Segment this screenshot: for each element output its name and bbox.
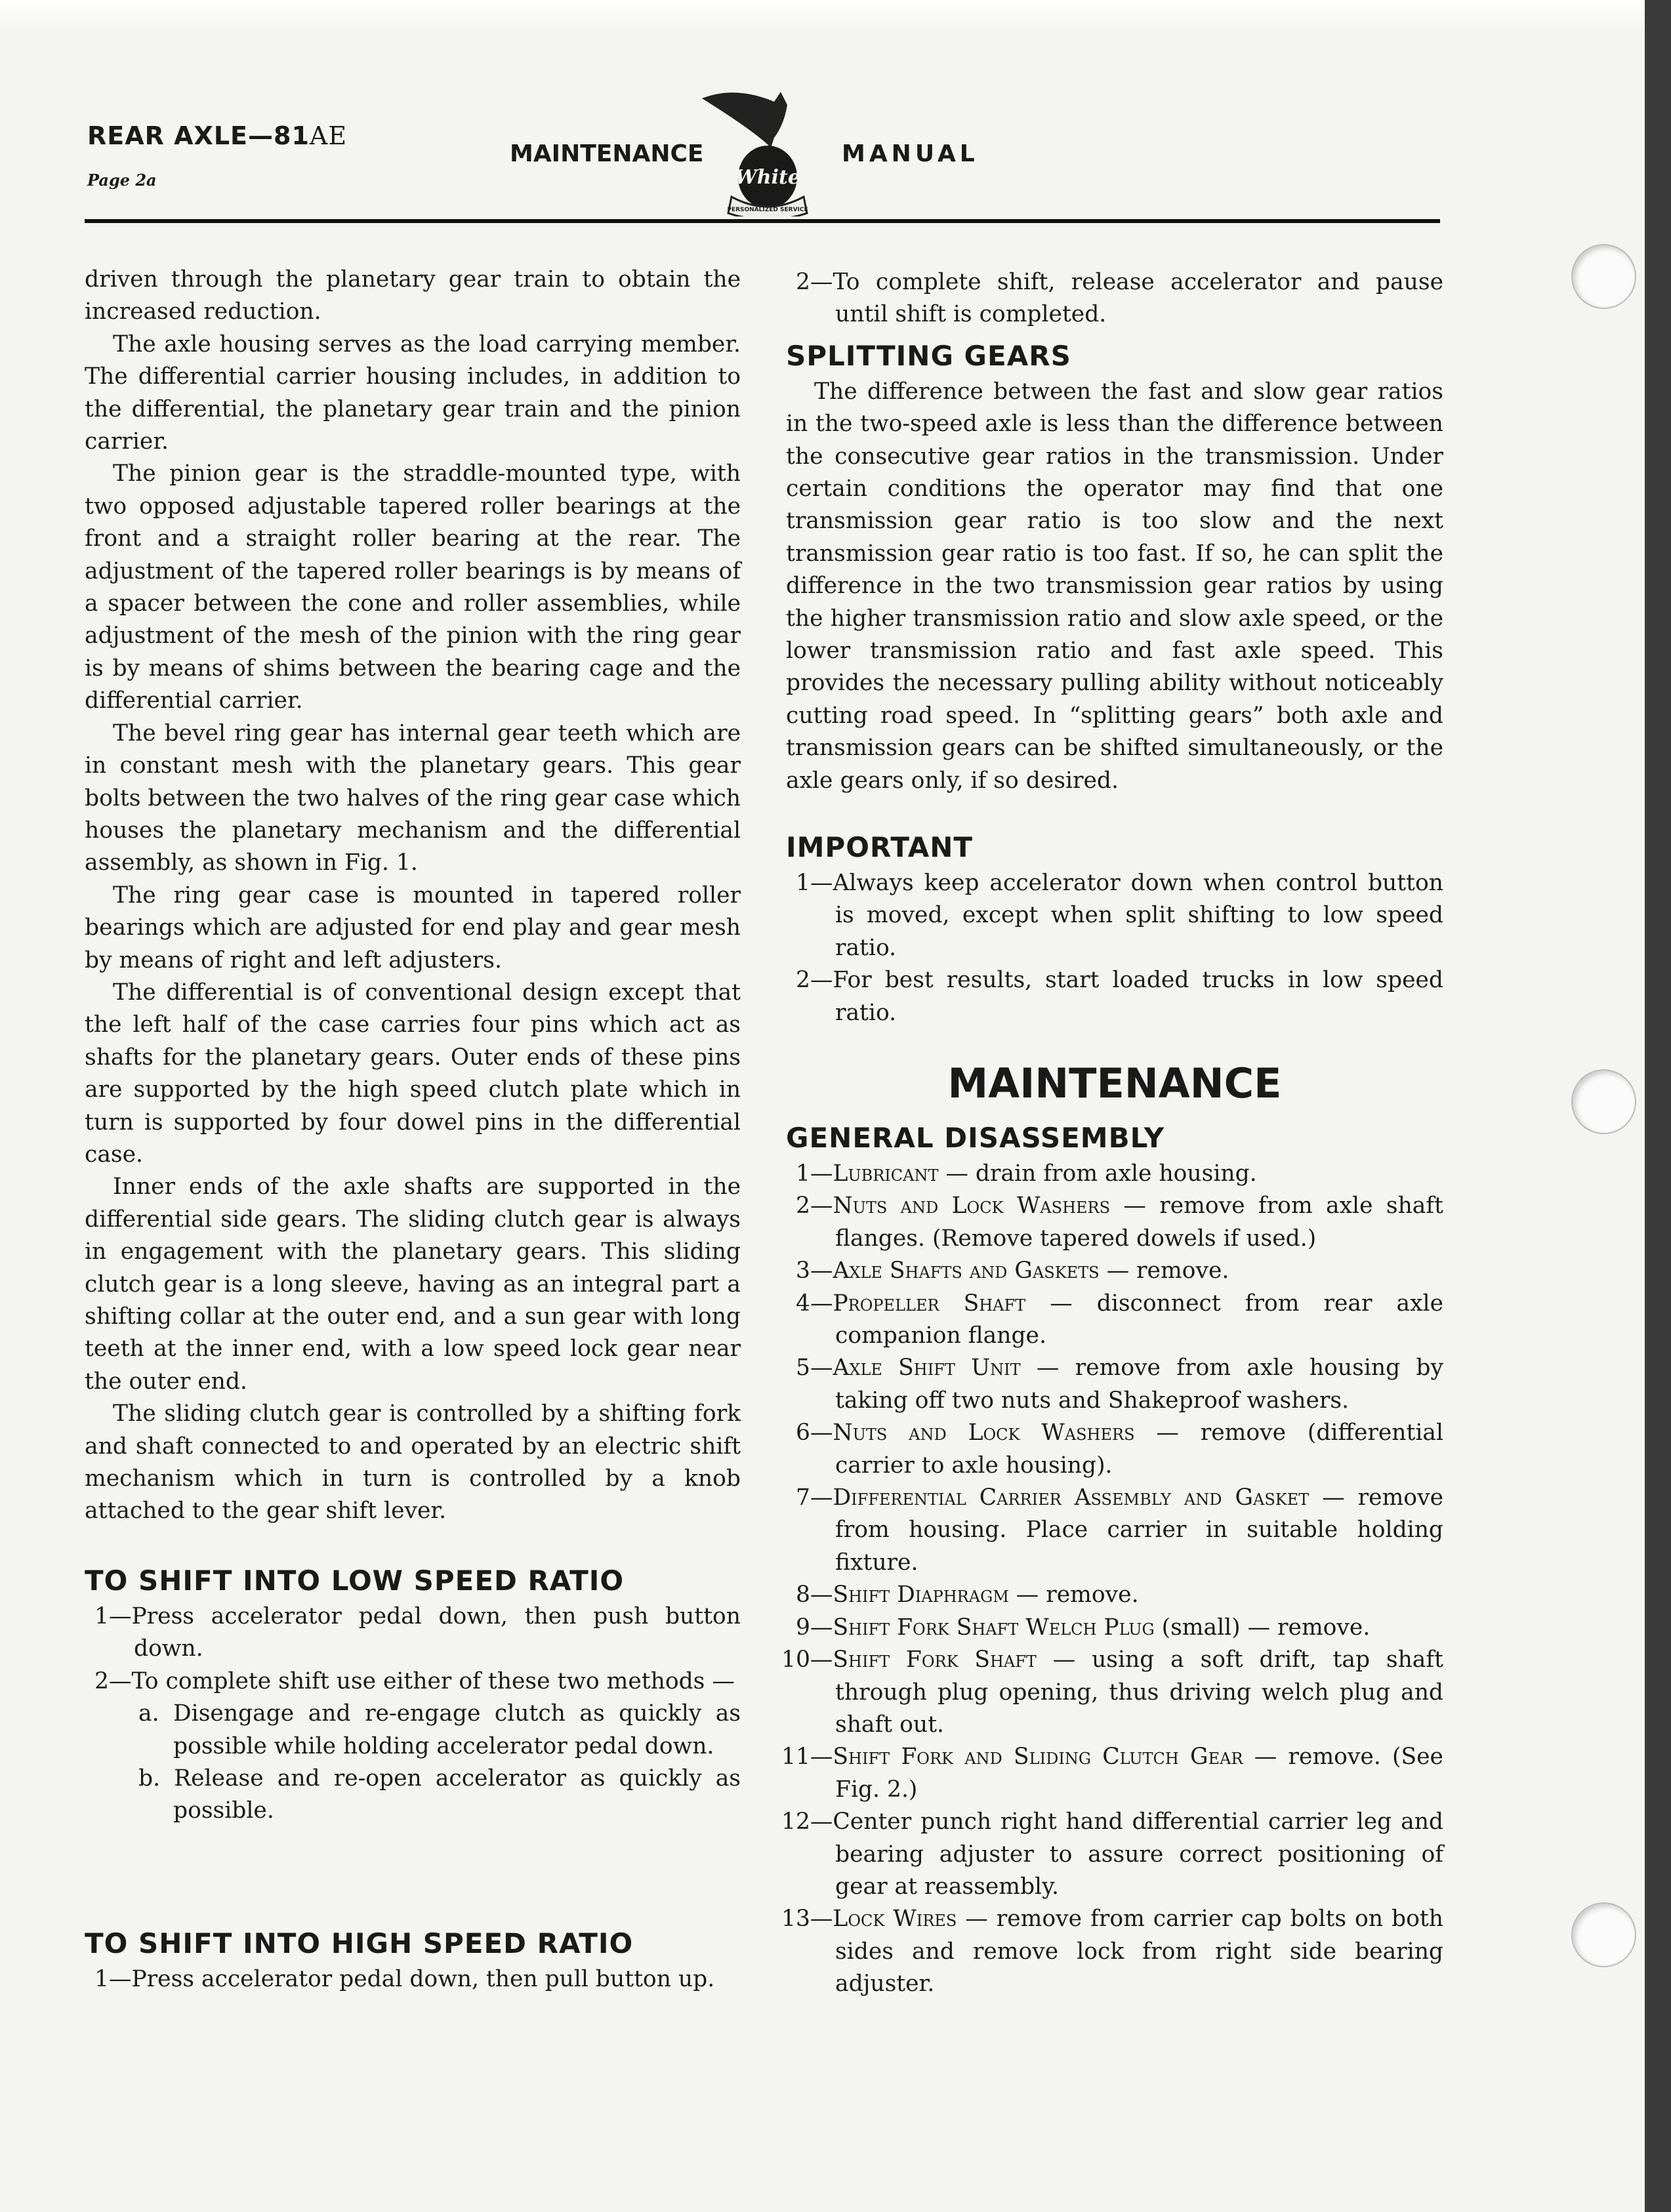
disassembly-step bbox=[781, 1741, 1443, 1806]
splitting-heading: SPLITTING GEARS bbox=[786, 339, 1071, 372]
step-term: Axle Shift Unit bbox=[833, 1355, 1021, 1382]
step-text: Center punch right hand differential carrier leg and bearing adjuster to assure correct positioning of gear at reassembly. bbox=[833, 1809, 1443, 1900]
page-number: Page 2a bbox=[87, 171, 157, 190]
step-num: 5— bbox=[796, 1355, 833, 1382]
paragraph: The pinion gear is the straddle-mounted type, with two opposed adjustable tapered roller bearings at the front and a straight roller bearing at the rear. The adjustment of the tapered roller bearings is by means of a spacer between the cone and roller assemblies, while adjustment of the mesh of the pinion with the ring gear is by means of shims between the bearing cage and the differential carrier. bbox=[85, 461, 741, 714]
step-num: 1— bbox=[796, 1160, 833, 1187]
title-right: MANUAL bbox=[842, 140, 979, 167]
paragraph: The differential is of conventional design except that the left half of the case carries four pins which act as shafts for the planetary gears. Outer ends of these pins are supported by the high speed clutch plate which in turn is supported by four dowel pins in the differential case. bbox=[85, 979, 741, 1168]
step-text: — using a soft drift, tap shaft through plug opening, thus driving welch plug and shaft out. bbox=[835, 1647, 1444, 1738]
high-speed-heading: TO SHIFT INTO HIGH SPEED RATIO bbox=[85, 1927, 634, 1959]
high-speed-section bbox=[85, 1924, 741, 1996]
step-term: Shift Fork and Sliding Clutch Gear bbox=[833, 1744, 1243, 1771]
paragraph: Inner ends of the axle shafts are supported in the differential side gears. The sliding clutch gear is always in engagement with the planetary gears. This sliding clutch gear is a long sleeve, having as an integral part a shifting collar at the outer end, and a sun gear with long teeth at the inner end, with a low speed lock gear near the outer end. bbox=[85, 1174, 741, 1395]
step-text: — drain from axle housing. bbox=[938, 1160, 1257, 1187]
disassembly-step bbox=[796, 1288, 1443, 1353]
list-item: 2—To complete shift, release accelerator and pause until shift is completed. bbox=[796, 269, 1443, 328]
step-term: Lubricant bbox=[833, 1160, 939, 1187]
punch-hole bbox=[1571, 1902, 1636, 1967]
step-term: Differential Carrier Assembly and Gasket bbox=[833, 1485, 1310, 1511]
maintenance-heading: MAINTENANCE bbox=[947, 1059, 1282, 1107]
step-term: Axle Shafts and Gaskets bbox=[833, 1258, 1100, 1284]
disassembly-step bbox=[796, 1255, 1443, 1287]
step-num: 6— bbox=[796, 1420, 833, 1446]
step-text: — remove (differential carrier to axle housing). bbox=[835, 1420, 1443, 1479]
step-num: 2— bbox=[796, 1193, 833, 1219]
paragraph: driven through the planetary gear train to obtain the increased reduction. bbox=[85, 266, 741, 325]
step-text: — disconnect from rear axle companion flange. bbox=[835, 1290, 1444, 1349]
page-top-edge bbox=[0, 0, 1671, 30]
section-name: REAR AXLE—81 bbox=[87, 121, 310, 150]
step-term: Shift Fork Shaft bbox=[833, 1647, 1037, 1673]
paragraph: The bevel ring gear has internal gear teeth which are in constant mesh with the planetary gears. This gear bolts between the two halves of the ring gear case which houses the planetary mechanism and the differential assembly, as shown in Fig. 1. bbox=[85, 720, 741, 876]
disassembly-step bbox=[781, 1644, 1443, 1741]
step-term: Shift Diaphragm bbox=[833, 1582, 1009, 1608]
step-text: — remove from carrier cap bolts on both sides and remove lock from right side bearing adjuster. bbox=[835, 1906, 1443, 1997]
list-item: 2—For best results, start loaded trucks in low speed ratio. bbox=[796, 967, 1443, 1026]
step-num: 12— bbox=[781, 1809, 833, 1835]
important-heading: IMPORTANT bbox=[786, 831, 974, 863]
disassembly-step bbox=[781, 1806, 1443, 1903]
paragraph: The ring gear case is mounted in tapered roller bearings which are adjusted for end play and gear mesh by means of right and left adjusters. bbox=[85, 882, 741, 973]
punch-hole bbox=[1571, 1069, 1636, 1134]
list-item: 1—Press accelerator pedal down, then pull button up. bbox=[94, 1966, 715, 1992]
section-suffix: AE bbox=[309, 121, 348, 150]
step-num: 3— bbox=[796, 1258, 833, 1284]
step-num: 13— bbox=[781, 1906, 833, 1933]
step-num: 7— bbox=[796, 1485, 833, 1511]
disassembly-heading: GENERAL DISASSEMBLY bbox=[786, 1122, 1165, 1154]
step-text: — remove. bbox=[1008, 1582, 1139, 1608]
list-item: 1—Press accelerator pedal down, then push button down. bbox=[94, 1603, 741, 1662]
disassembly-step bbox=[796, 1352, 1443, 1417]
step-text: (small) — remove. bbox=[1154, 1614, 1371, 1641]
step-num: 11— bbox=[781, 1744, 833, 1771]
right-column-top bbox=[786, 266, 1443, 797]
page-right-edge bbox=[1645, 0, 1671, 2212]
punch-hole bbox=[1571, 244, 1636, 309]
sub-item: b. Release and re-open accelerator as quickly as possible. bbox=[138, 1765, 741, 1824]
step-term: Nuts and Lock Washers bbox=[833, 1193, 1111, 1219]
step-text: — remove. bbox=[1099, 1258, 1229, 1284]
disassembly-section bbox=[781, 1118, 1444, 2001]
svg-text:White: White bbox=[735, 166, 800, 189]
svg-text:PERSONALIZED SERVICE: PERSONALIZED SERVICE bbox=[727, 207, 808, 213]
white-eagle-logo bbox=[695, 85, 840, 216]
title-left: MAINTENANCE bbox=[510, 140, 704, 167]
step-num: 9— bbox=[796, 1614, 833, 1641]
sub-item: a. Disengage and re-engage clutch as quickly as possible while holding accelerator pedal down. bbox=[138, 1700, 741, 1759]
paragraph: The sliding clutch gear is controlled by a shifting fork and shaft connected to and operated by an electric shift mechanism which in turn is controlled by a knob attached to the gear shift lever. bbox=[85, 1401, 741, 1525]
disassembly-step bbox=[796, 1612, 1443, 1644]
disassembly-step bbox=[796, 1482, 1443, 1579]
low-speed-heading: TO SHIFT INTO LOW SPEED RATIO bbox=[85, 1565, 625, 1597]
disassembly-step bbox=[796, 1579, 1443, 1611]
list-item: 2—To complete shift use either of these two methods — bbox=[94, 1668, 735, 1694]
step-term: Lock Wires bbox=[833, 1906, 957, 1933]
low-speed-section bbox=[85, 1561, 741, 1828]
step-text: — remove from axle shaft flanges. (Remove tapered dowels if used.) bbox=[835, 1193, 1443, 1252]
list-item: 1—Always keep accelerator down when control button is moved, except when split shifting to low speed ratio. bbox=[796, 870, 1443, 961]
paragraph: The axle housing serves as the load carrying member. The differential carrier housing includes, in addition to the differential, the planetary gear train and the pinion carrier. bbox=[85, 331, 741, 455]
step-num: 4— bbox=[796, 1290, 833, 1317]
disassembly-step bbox=[796, 1417, 1443, 1482]
paragraph: The difference between the fast and slow gear ratios in the two-speed axle is less than the difference between the consecutive gear ratios in the transmission. Under certain conditions the operator may find that one transmission gear ratio is too slow and the next transmission gear ratio is too fast. If so, he can split the difference in the two transmission gear ratios by using the higher transmission ratio and slow axle speed, or the lower transmission ratio and fast axle speed. This provides the necessary pulling ability without noticeably cutting road speed. In “splitting gears” both axle and transmission gears can be shifted simultaneously, or the axle gears only, if so desired. bbox=[786, 378, 1443, 794]
section-title bbox=[87, 121, 347, 150]
step-num: 10— bbox=[781, 1647, 833, 1673]
disassembly-step bbox=[796, 1190, 1443, 1255]
disassembly-step bbox=[781, 1903, 1443, 2000]
important-section bbox=[786, 828, 1443, 1029]
step-text: — remove from housing. Place carrier in suitable holding fixture. bbox=[835, 1485, 1443, 1576]
left-column-body bbox=[85, 264, 741, 1528]
step-text: — remove. (See Fig. 2.) bbox=[835, 1744, 1443, 1803]
step-term: Nuts and Lock Washers bbox=[833, 1420, 1135, 1446]
step-num: 8— bbox=[796, 1582, 833, 1608]
header-rule bbox=[85, 219, 1440, 223]
step-term: Shift Fork Shaft Welch Plug bbox=[833, 1614, 1155, 1641]
step-term: Propeller Shaft bbox=[833, 1290, 1026, 1317]
step-text: — remove from axle housing by taking off two nuts and Shakeproof washers. bbox=[835, 1355, 1443, 1414]
disassembly-step bbox=[796, 1158, 1443, 1190]
